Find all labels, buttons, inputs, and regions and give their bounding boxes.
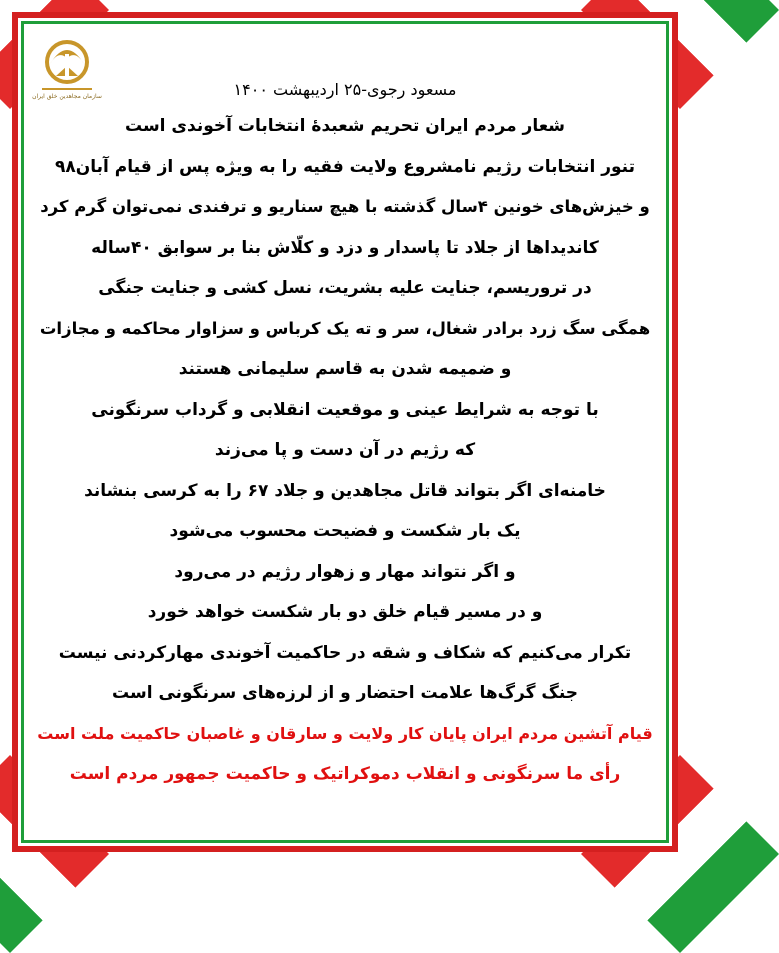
text-line: و اگر نتواند مهار و زهوار رژیم در می‌رود (174, 561, 516, 582)
statement-body (28, 74, 662, 795)
text-line: که رژیم در آن دست و پا می‌زند (214, 440, 476, 460)
text-line: و ضمیمه شدن به قاسم سلیمانی هستند (178, 359, 512, 379)
text-line: همگی سگ زرد برادر شغال، سر و ته یک کرباس و سزاوار محاکمه و مجازات (39, 318, 651, 338)
red-highlight-line: قیام آتشین مردم ایران پایان کار ولایت و سارقان و غاصبان حاکمیت ملت است (37, 723, 653, 743)
text-line: یک بار شکست و فضیحت محسوب می‌شود (169, 521, 521, 541)
text-line: و خیزش‌های خونین ۴سال گذشته با هیچ سناریو و ترفندی نمی‌توان گرم کرد (40, 197, 650, 216)
text-line: تکرار می‌کنیم که شکاف و شقه در حاکمیت آخوندی مهارکردنی نیست (58, 642, 632, 663)
text-line: با توجه به شرایط عینی و موقعیت انقلابی و گرداب سرنگونی (91, 399, 599, 420)
text-line: خامنه‌ای اگر بتواند قاتل مجاهدین و جلاد ۶۷ را به کرسی بنشاند (84, 480, 606, 501)
byline: مسعود رجوی-۲۵ اردیبهشت ۱۴۰۰ (233, 80, 457, 99)
poster-frame (12, 12, 678, 852)
text-line: و در مسیر قیام خلق دو بار شکست خواهد خورد (147, 602, 543, 622)
poster-inner (28, 28, 662, 836)
text-line: جنگ گرگ‌ها علامت احتضار و از لرزه‌های سرنگونی است (111, 683, 579, 703)
text-line: تنور انتخابات رژیم نامشروع ولایت فقیه را به ویژه پس از قیام آبان۹۸ (55, 156, 635, 177)
red-highlight-line: رأی ما سرنگونی و انقلاب دموکراتیک و حاکمیت جمهور مردم است (69, 764, 621, 784)
text-line: در تروریسم، جنایت علیه بشریت، نسل کشی و جنایت جنگی (98, 278, 592, 298)
headline: شعار مردم ایران تحریم شعبدهٔ انتخابات آخوندی است (124, 116, 566, 136)
logo-caption: سازمان مجاهدین خلق ایران (32, 93, 102, 100)
text-line: کاندیداها از جلاد تا پاسدار و دزد و کلّاش بنا بر سوابق ۴۰ساله (91, 237, 599, 258)
